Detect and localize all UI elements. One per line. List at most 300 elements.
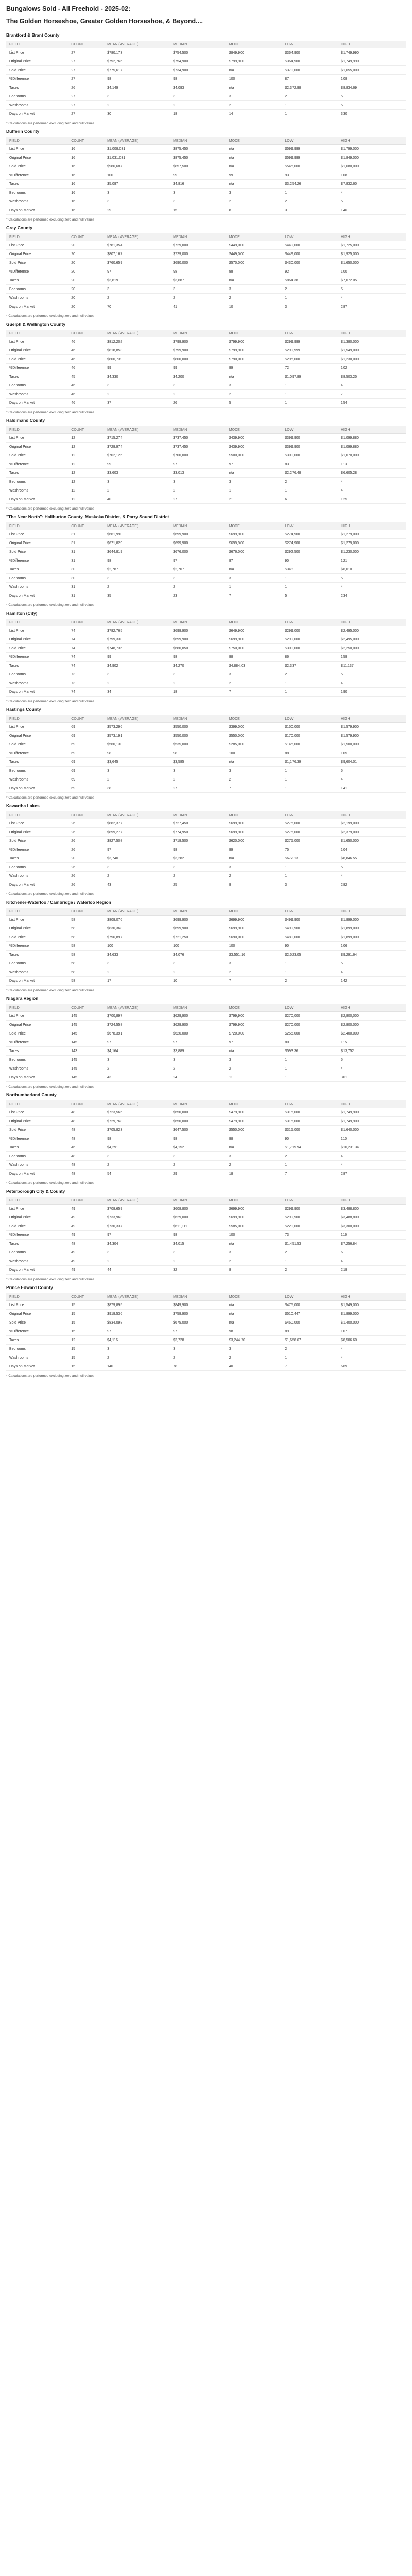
value-cell: $13,752 [338,1047,406,1056]
column-header: COUNT [68,137,104,145]
column-header: MEDIAN [170,908,226,916]
value-cell: 27 [68,92,104,101]
region-title: Hamilton (City) [6,611,38,616]
value-cell: $719,500 [170,837,226,845]
table-row [6,83,406,92]
table-row [6,740,406,749]
column-header: MEDIAN [170,1004,226,1012]
value-cell: n/a [226,372,282,381]
field-name-cell: List Price [6,1205,68,1213]
value-cell: 69 [68,740,104,749]
table-row [6,959,406,968]
field-name-cell: Original Price [6,57,68,66]
value-cell: 3 [104,197,170,206]
value-cell: 49 [68,1213,104,1222]
value-cell: 98 [170,845,226,854]
value-cell: $644,819 [104,548,170,556]
value-cell: 12 [68,451,104,460]
table-row [6,775,406,784]
value-cell: 3 [226,1248,282,1257]
value-cell: 78 [170,1362,226,1371]
value-cell: 2 [104,1064,170,1073]
value-cell: 2 [104,1161,170,1170]
value-cell: $439,900 [226,434,282,443]
column-header: MEDIAN [170,1100,226,1108]
column-header: MEDIAN [170,1197,226,1205]
column-header: MEAN (AVERAGE) [104,41,170,48]
field-name-cell: Days on Market [6,591,68,600]
region-section [6,418,406,511]
field-name-cell: Taxes [6,1336,68,1345]
value-cell: $699,900 [170,626,226,635]
value-cell: 2 [226,390,282,399]
table-row [6,653,406,662]
value-cell: n/a [226,180,282,189]
value-cell: $8,503.25 [338,372,406,381]
value-cell: $759,900 [170,1310,226,1318]
field-name-cell: Washrooms [6,775,68,784]
table-row [6,583,406,591]
value-cell: $699,900 [170,539,226,548]
value-cell: 30 [68,574,104,583]
value-cell: $699,900 [170,916,226,924]
value-cell: 107 [338,1327,406,1336]
value-cell: $4,330 [104,372,170,381]
table-row [6,1038,406,1047]
stats-table [6,908,406,986]
value-cell: 3 [104,574,170,583]
value-cell: 31 [68,548,104,556]
value-cell: $699,900 [226,828,282,837]
value-cell: 2 [104,679,170,688]
footnote: * Calculations are performed excluding zero and null values [6,218,95,222]
field-name-cell: Bedrooms [6,189,68,197]
value-cell: 49 [68,1231,104,1240]
value-cell: $774,950 [170,828,226,837]
region-title: Peterborough City & County [6,1189,65,1194]
value-cell: 145 [68,1021,104,1029]
value-cell: 7 [226,591,282,600]
value-cell: 3 [104,767,170,775]
table-row [6,294,406,302]
region-section [6,1189,406,1281]
value-cell: 69 [68,784,104,793]
value-cell: 7 [282,1362,338,1371]
table-row [6,556,406,565]
field-name-cell: Sold Price [6,162,68,171]
value-cell: 25 [170,880,226,889]
value-cell: 1 [282,679,338,688]
value-cell: 4 [338,1064,406,1073]
table-row [6,1073,406,1082]
value-cell: 3 [226,189,282,197]
field-name-cell: Bedrooms [6,1056,68,1064]
value-cell: $449,000 [226,241,282,250]
table-row [6,1362,406,1371]
value-cell: 1 [282,101,338,110]
value-cell: 7 [226,688,282,697]
value-cell: $364,900 [282,57,338,66]
value-cell: 26 [68,837,104,845]
table-row [6,1213,406,1222]
value-cell: 35 [104,591,170,600]
field-name-cell: %Difference [6,460,68,469]
value-cell: 32 [170,1266,226,1275]
region-title: Prince Edward County [6,1285,53,1290]
value-cell: 2 [104,294,170,302]
value-cell: $750,000 [226,644,282,653]
value-cell: $1,279,000 [338,530,406,539]
value-cell: $754,500 [170,48,226,57]
column-header: MODE [226,811,282,819]
value-cell: 2 [282,478,338,486]
field-name-cell: Days on Market [6,495,68,504]
region-section [6,900,406,992]
value-cell: 48 [68,1134,104,1143]
column-header: HIGH [338,1100,406,1108]
field-name-cell: Days on Market [6,1266,68,1275]
value-cell: $782,765 [104,626,170,635]
value-cell: 26 [170,399,226,408]
field-name-cell: Days on Market [6,302,68,311]
value-cell: 4 [338,294,406,302]
column-header: MEDIAN [170,426,226,434]
value-cell: n/a [226,66,282,75]
field-name-cell: Days on Market [6,1073,68,1082]
field-name-cell: List Price [6,1108,68,1117]
value-cell: 1 [282,1064,338,1073]
value-cell: 219 [338,1266,406,1275]
table-row [6,154,406,162]
value-cell: 4 [338,583,406,591]
column-header: MODE [226,137,282,145]
value-cell: $676,000 [170,548,226,556]
table-row [6,1064,406,1073]
column-header: FIELD [6,1197,68,1205]
value-cell: $370,000 [282,66,338,75]
table-header-row [6,1100,406,1108]
column-header: MODE [226,233,282,241]
value-cell: 45 [68,372,104,381]
field-name-cell: Sold Price [6,644,68,653]
value-cell: 12 [68,443,104,451]
value-cell: 46 [68,346,104,355]
value-cell: 58 [68,968,104,977]
field-name-cell: List Price [6,819,68,828]
column-header: FIELD [6,41,68,48]
value-cell: 115 [338,1038,406,1047]
value-cell: 15 [68,1301,104,1310]
table-row [6,1318,406,1327]
table-row [6,1205,406,1213]
field-name-cell: Bedrooms [6,1248,68,1257]
value-cell: 2 [104,101,170,110]
value-cell: $2,523.05 [282,951,338,959]
value-cell: $3,013 [170,469,226,478]
field-name-cell: Washrooms [6,583,68,591]
value-cell: 3 [282,880,338,889]
value-cell: 8 [226,1266,282,1275]
field-name-cell: Washrooms [6,390,68,399]
value-cell: 43 [104,880,170,889]
value-cell: $737,450 [170,434,226,443]
value-cell: $599,999 [282,145,338,154]
table-row [6,1345,406,1353]
value-cell: 69 [68,723,104,732]
value-cell: 99 [104,460,170,469]
table-row [6,1170,406,1178]
value-cell: 3 [226,478,282,486]
value-cell: 48 [68,1126,104,1134]
value-cell: $708,659 [104,1205,170,1213]
table-row [6,1240,406,1248]
value-cell: $729,000 [170,250,226,259]
column-header: MODE [226,330,282,337]
value-cell: $834,098 [104,1318,170,1327]
column-header: LOW [282,1293,338,1301]
value-cell: 20 [68,302,104,311]
value-cell: 3 [282,302,338,311]
value-cell: 3 [170,197,226,206]
region-section [6,129,406,222]
value-cell: 48 [68,1108,104,1117]
table-row [6,723,406,732]
field-name-cell: Sold Price [6,1318,68,1327]
value-cell: $2,787 [104,565,170,574]
value-cell: 2 [104,1257,170,1266]
value-cell: 98 [170,267,226,276]
value-cell: 99 [226,364,282,372]
value-cell: 15 [68,1310,104,1318]
value-cell: 3 [226,767,282,775]
value-cell: 16 [68,154,104,162]
table-row [6,767,406,775]
value-cell: 2 [170,294,226,302]
table-row [6,1143,406,1152]
value-cell: $699,900 [226,819,282,828]
column-header: FIELD [6,1293,68,1301]
value-cell: 26 [68,863,104,872]
value-cell: $4,816 [170,180,226,189]
value-cell: $2,250,000 [338,644,406,653]
value-cell: $1,230,000 [338,548,406,556]
value-cell: $573,296 [104,723,170,732]
value-cell: 15 [68,1345,104,1353]
value-cell: 2 [226,1353,282,1362]
value-cell: 97 [104,1231,170,1240]
value-cell: 31 [68,539,104,548]
value-cell: 159 [338,653,406,662]
value-cell: $650,000 [170,1108,226,1117]
value-cell: $827,508 [104,837,170,845]
field-name-cell: Washrooms [6,679,68,688]
column-header: COUNT [68,1293,104,1301]
value-cell: $700,897 [104,1012,170,1021]
value-cell: 1 [282,959,338,968]
value-cell: 31 [68,591,104,600]
value-cell: 1 [282,486,338,495]
value-cell: 3 [226,381,282,390]
table-row [6,495,406,504]
value-cell: 27 [68,57,104,66]
value-cell: n/a [226,1143,282,1152]
value-cell: $510,447 [282,1310,338,1318]
field-name-cell: %Difference [6,364,68,372]
value-cell: 1 [282,189,338,197]
value-cell: 1 [282,863,338,872]
value-cell: 97 [104,845,170,854]
value-cell: 98 [226,1327,282,1336]
value-cell: $8,846.55 [338,854,406,863]
value-cell: $299,000 [282,635,338,644]
footnote: * Calculations are performed excluding zero and null values [6,1085,95,1089]
column-header: COUNT [68,426,104,434]
value-cell: 3 [104,381,170,390]
value-cell: 3 [170,92,226,101]
value-cell: 100 [104,942,170,951]
value-cell: 1 [282,583,338,591]
value-cell: 2 [226,775,282,784]
value-cell: $780,173 [104,48,170,57]
value-cell: 30 [68,565,104,574]
table-header-row [6,41,406,48]
value-cell: 73 [68,679,104,688]
stats-table [6,1100,406,1178]
field-name-cell: %Difference [6,1038,68,1047]
table-row [6,206,406,215]
column-header: FIELD [6,137,68,145]
value-cell: 4 [338,1161,406,1170]
field-name-cell: Bedrooms [6,381,68,390]
value-cell: 145 [68,1038,104,1047]
value-cell: 16 [68,206,104,215]
footnote: * Calculations are performed excluding zero and null values [6,1181,95,1185]
stats-table [6,1293,406,1371]
field-name-cell: Days on Market [6,688,68,697]
table-row [6,1126,406,1134]
value-cell: $439,900 [226,443,282,451]
value-cell: $3,687 [170,276,226,285]
stats-table [6,1004,406,1082]
value-cell: 2 [104,583,170,591]
column-header: MEAN (AVERAGE) [104,811,170,819]
value-cell: 108 [338,75,406,83]
field-name-cell: %Difference [6,1231,68,1240]
column-header: LOW [282,233,338,241]
table-row [6,1117,406,1126]
region-title: Dufferin County [6,129,40,134]
field-name-cell: Taxes [6,565,68,574]
field-name-cell: Sold Price [6,355,68,364]
field-name-cell: Taxes [6,469,68,478]
value-cell: 2 [104,390,170,399]
value-cell: $299,900 [282,1213,338,1222]
value-cell: $2,400,000 [338,1029,406,1038]
value-cell: 301 [338,1073,406,1082]
value-cell: 99 [170,171,226,180]
value-cell: 1 [282,688,338,697]
column-header: MODE [226,908,282,916]
table-row [6,399,406,408]
footnote: * Calculations are performed excluding zero and null values [6,507,95,511]
value-cell: 3 [226,959,282,968]
table-row [6,530,406,539]
value-cell: $299,999 [282,346,338,355]
value-cell: $2,372.98 [282,83,338,92]
value-cell: 40 [226,1362,282,1371]
table-row [6,1047,406,1056]
value-cell: $2,199,000 [338,819,406,828]
value-cell: 1 [282,1056,338,1064]
value-cell: $647,500 [170,1126,226,1134]
column-header: MEDIAN [170,811,226,819]
column-header: COUNT [68,715,104,723]
value-cell: 1 [282,381,338,390]
value-cell: $4,015 [170,1240,226,1248]
value-cell: $699,900 [226,1205,282,1213]
value-cell: 3 [104,285,170,294]
stats-table [6,811,406,889]
value-cell: $479,900 [226,1117,282,1126]
column-header: MEAN (AVERAGE) [104,619,170,626]
value-cell: 97 [170,460,226,469]
field-name-cell: Original Price [6,443,68,451]
value-cell: 3 [104,1152,170,1161]
value-cell: $1,655,000 [338,66,406,75]
value-cell: $430,000 [282,259,338,267]
value-cell: $3,254.26 [282,180,338,189]
field-name-cell: Days on Market [6,1170,68,1178]
value-cell: $919,536 [104,1310,170,1318]
value-cell: $1,849,000 [338,154,406,162]
value-cell: $1,899,000 [338,1310,406,1318]
value-cell: $1,176.39 [282,758,338,767]
table-row [6,872,406,880]
value-cell: 12 [68,486,104,495]
stats-table [6,619,406,697]
field-name-cell: Taxes [6,1047,68,1056]
column-header: FIELD [6,619,68,626]
value-cell: 26 [68,83,104,92]
value-cell: 16 [68,162,104,171]
value-cell: 31 [68,556,104,565]
value-cell: $875,450 [170,145,226,154]
value-cell: $620,000 [226,837,282,845]
field-name-cell: List Price [6,723,68,732]
value-cell: 21 [226,495,282,504]
field-name-cell: Original Price [6,1117,68,1126]
value-cell: 27 [170,495,226,504]
value-cell: 16 [68,189,104,197]
value-cell: $678,391 [104,1029,170,1038]
table-row [6,92,406,101]
value-cell: $364,900 [282,48,338,57]
value-cell: n/a [226,83,282,92]
value-cell: $255,000 [282,1029,338,1038]
value-cell: $699,900 [226,1213,282,1222]
value-cell: 24 [170,1073,226,1082]
value-cell: 27 [68,110,104,118]
value-cell: 102 [338,364,406,372]
value-cell: 12 [68,460,104,469]
value-cell: $550,000 [170,723,226,732]
value-cell: n/a [226,1318,282,1327]
value-cell: $705,823 [104,1126,170,1134]
value-cell: $274,900 [282,539,338,548]
value-cell: 98 [226,653,282,662]
value-cell: 93 [282,171,338,180]
value-cell: $672.13 [282,854,338,863]
